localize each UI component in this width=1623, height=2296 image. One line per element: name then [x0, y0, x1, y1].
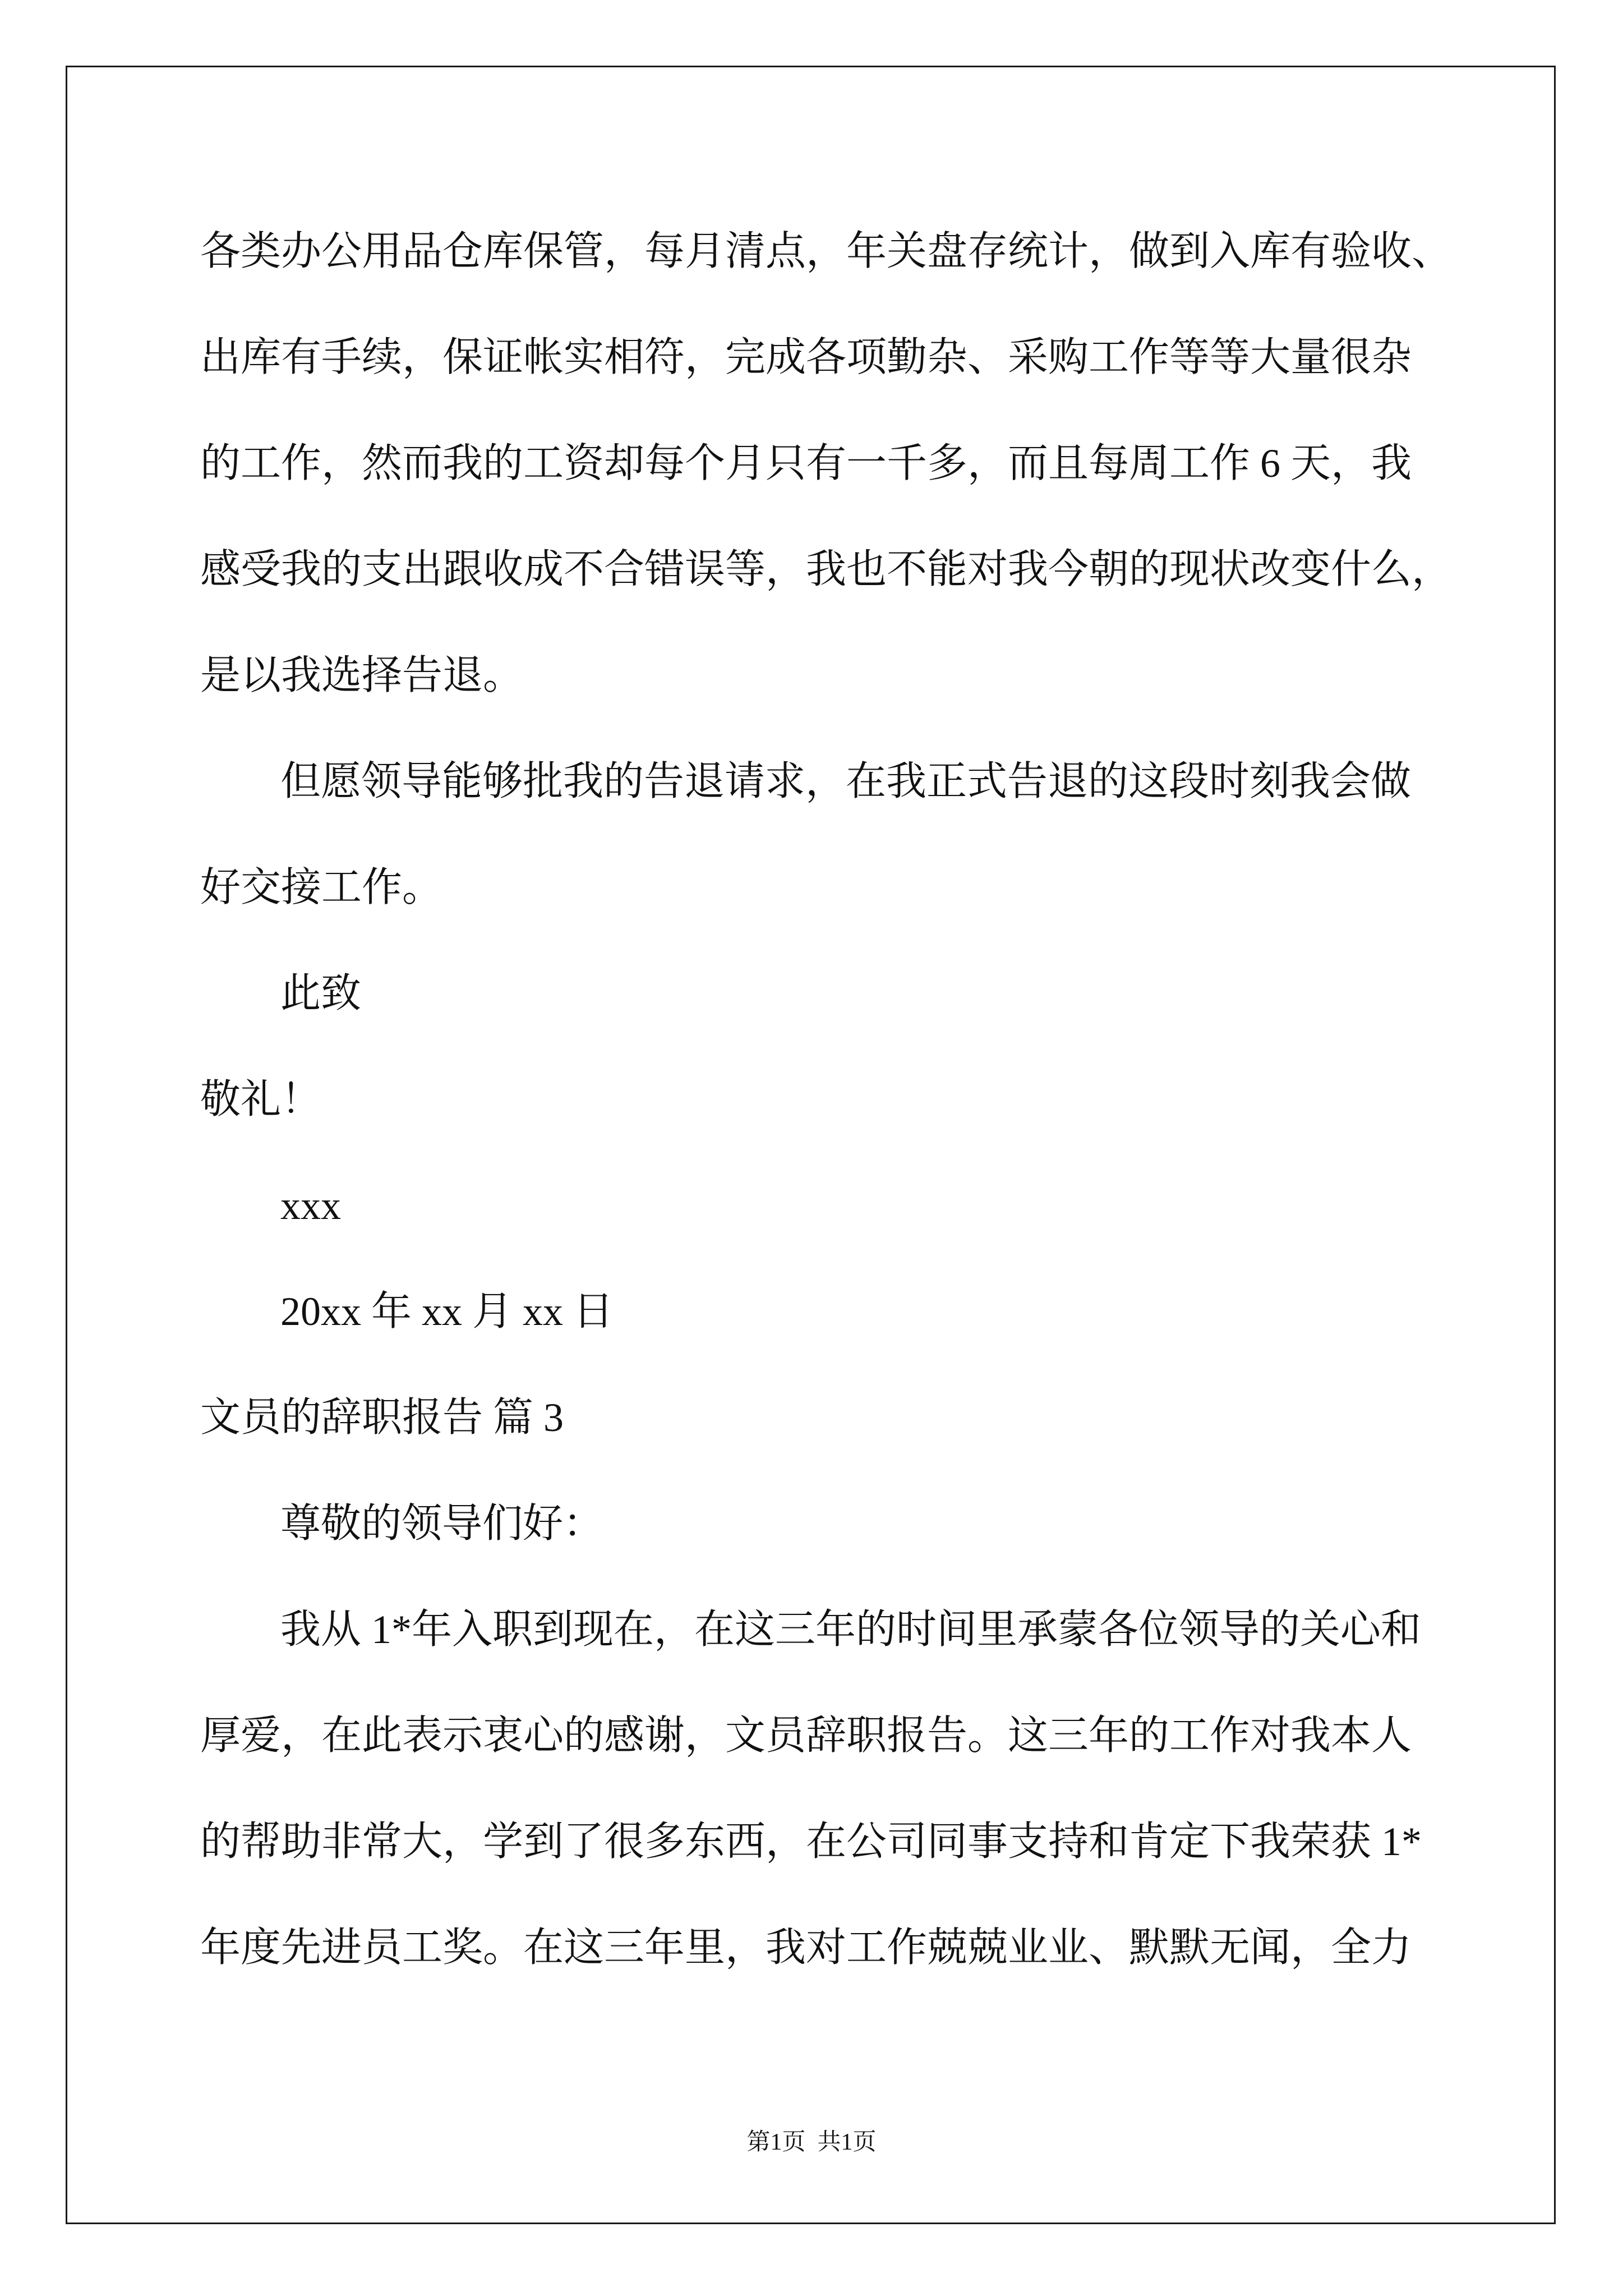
signature-name: xxx: [280, 1183, 341, 1228]
page-footer: [0, 2129, 1623, 2155]
body-text-line: 厚爱，在此表示衷心的感谢，文员辞职报告。这三年的工作对我本人: [200, 1713, 1412, 1758]
body-text-line: 年度先进员工奖。在这三年里，我对工作兢兢业业、默默无闻，全力: [200, 1925, 1412, 1970]
closing-salutation: 敬礼！: [200, 1077, 322, 1122]
body-text-line: 是以我选择告退。: [200, 653, 524, 698]
body-text-line: 我从 1*年入职到现在，在这三年的时间里承蒙各位领导的关心和: [280, 1607, 1422, 1652]
body-text-line: 好交接工作。: [200, 865, 443, 910]
section-heading: 文员的辞职报告 篇 3: [200, 1395, 564, 1440]
body-text-line: 出库有手续，保证帐实相符，完成各项勤杂、采购工作等等大量很杂: [200, 335, 1412, 380]
body-text-line: 的帮助非常大，学到了很多东西，在公司同事支持和肯定下我荣获 1*: [200, 1819, 1422, 1864]
body-text-line: 感受我的支出跟收成不合错误等，我也不能对我今朝的现状改变什么，: [200, 547, 1453, 592]
body-text-line: 的工作，然而我的工资却每个月只有一千多，而且每周工作 6 天，我: [200, 441, 1412, 486]
greeting: 尊敬的领导们好：: [280, 1501, 604, 1546]
page-number: 第1页: [746, 2129, 806, 2155]
page-total: 共1页: [817, 2129, 877, 2155]
body-text-line: 各类办公用品仓库保管，每月清点，年关盘存统计，做到入库有验收、: [200, 229, 1453, 274]
signature-date: 20xx 年 xx 月 xx 日: [280, 1289, 614, 1334]
document-body: [200, 199, 1535, 2001]
closing-phrase: 此致: [280, 971, 362, 1016]
body-text-line: 但愿领导能够批我的告退请求，在我正式告退的这段时刻我会做: [280, 759, 1412, 804]
